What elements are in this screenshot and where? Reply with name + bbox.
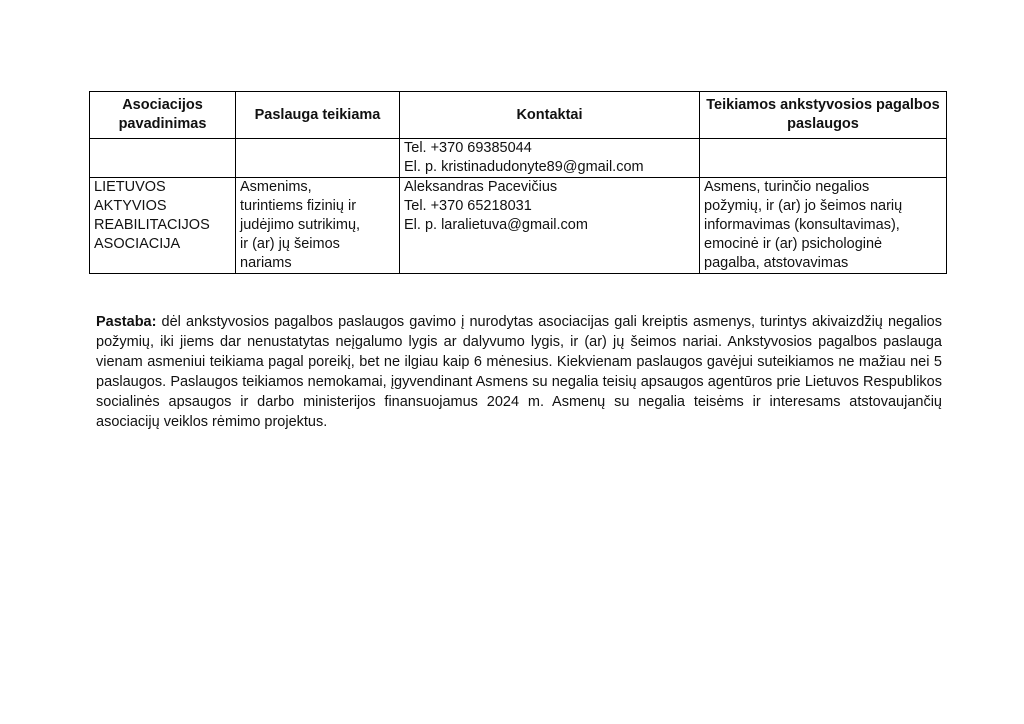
services-line: pagalba, atstovavimas [704,255,849,271]
table-header-row [90,92,947,139]
associations-table [89,91,947,274]
cell-association-name [90,178,236,274]
cell-early-help-services [700,139,947,178]
service-line: nariams [240,255,292,271]
cell-service [236,178,400,274]
contact-email: El. p. kristinadudonyte89@gmail.com [404,159,644,175]
contact-email: El. p. laralietuva@gmail.com [404,217,588,233]
cell-early-help-services [700,178,947,274]
note-text: dėl ankstyvosios pagalbos paslaugos gavimo į nurodytas asociacijas gali kreiptis asmenys, turintys akivaizdžių negalios požymių, iki jiems dar nenustatytas neįgalumo lygis ar dalyvumo lygis, ir (ar) jų šeimos nariai. Ankstyvosios pagalbos paslauga vienam asmeniui teikiama pagal poreikį, bet ne ilgiau kaip 6 mėnesius. Kiekvienam paslaugos gavėjui suteikiamos ne mažiau nei 5 paslaugos. Paslaugos teikiamos nemokamai, įgyvendinant Asmens su negalia teisių apsaugos agentūros prie Lietuvos Respublikos socialinės apsaugos ir darbo ministerijos finansuojamus 2024 m. Asmenų su negalia teisėms ir interesams atstovaujančių asociacijų veiklos rėmimo projektus. [96,313,942,430]
table-row [90,178,947,274]
table-row [90,139,947,178]
name-line: REABILITACIJOS [94,217,210,233]
cell-service [236,139,400,178]
services-line: informavimas (konsultavimas), [704,217,900,233]
services-line: Asmens, turinčio negalios [704,179,870,195]
note-paragraph [96,312,942,432]
services-line: emocinė ir (ar) psichologinė [704,236,883,252]
header-contacts: Kontaktai [400,92,700,139]
services-line: požymių, ir (ar) jo šeimos narių [704,198,903,214]
service-line: judėjimo sutrikimų, [240,217,361,233]
contact-phone: Tel. +370 65218031 [404,198,532,214]
service-line: Asmenims, [240,179,312,195]
cell-association-name [90,139,236,178]
header-service: Paslauga teikiama [236,92,400,139]
service-line: ir (ar) jų šeimos [240,236,340,252]
contact-person: Aleksandras Pacevičius [404,179,558,195]
contact-phone: Tel. +370 69385044 [404,140,532,156]
service-line: turintiems fizinių ir [240,198,357,214]
header-association-name: Asociacijos pavadinimas [90,92,236,139]
name-line: ASOCIACIJA [94,236,181,252]
name-line: AKTYVIOS [94,198,167,214]
header-early-help-services: Teikiamos ankstyvosios pagalbos paslaugos [700,92,947,139]
note-label: Pastaba: [96,313,157,330]
name-line: LIETUVOS [94,179,166,195]
cell-contacts [400,178,700,274]
cell-contacts [400,139,700,178]
